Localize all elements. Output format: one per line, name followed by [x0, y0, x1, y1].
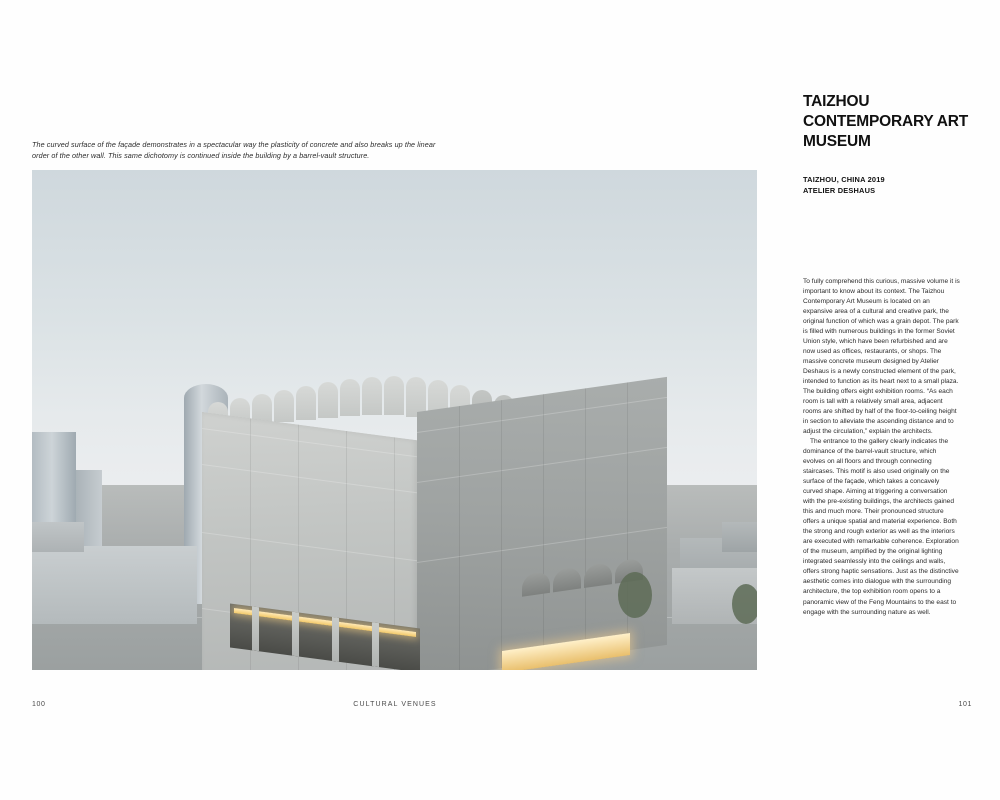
arch-recess — [522, 571, 550, 597]
background-lowrise-left — [32, 546, 197, 624]
arch-recess — [584, 562, 612, 588]
body-text — [803, 277, 960, 618]
project-location: TAIZHOU, CHINA 2019 — [803, 175, 885, 184]
tree — [618, 572, 652, 618]
right-page — [803, 0, 973, 800]
running-head: CULTURAL VENUES — [353, 701, 437, 708]
page-title: TAIZHOU CONTEMPORARY ART MUSEUM — [803, 93, 969, 150]
architecture-photograph — [32, 170, 757, 670]
photo-caption: The curved surface of the façade demonstrates in a spectacular way the plasticity of concrete and also breaks up the linear order of the other wall. This same dichotomy is continued inside the building by a barrel-vault structure. — [32, 140, 436, 160]
folio-left: 100 — [32, 701, 46, 708]
body-paragraph-1: To fully comprehend this curious, massive volume it is important to know about its context. The Taizhou Contemporary Art Museum is located on an expansive area of a cultural and creative park, the original function of which was a grain depot. The park is filled with numerous buildings in the former Soviet Union style, which have been refurbished and are now used as offices, restaurants, or shops. The massive concrete museum designed by Atelier Deshaus is a newly constructed element of the park, intended to function as its heart next to a small plaza. The building offers eight exhibition rooms. “As each room is tall with a relatively small area, adjacent rooms are shifted by half of the floor-to-ceiling height in section to alleviate the ascending distance and to adjust the circulation,” explain the architects. — [803, 278, 960, 436]
project-meta — [803, 174, 978, 196]
background-lowrise-left-2 — [32, 522, 84, 552]
folio-right: 101 — [958, 701, 972, 708]
arch-recess — [553, 566, 581, 592]
project-architect: ATELIER DESHAUS — [803, 186, 876, 196]
background-roof-right-2 — [722, 522, 757, 552]
body-paragraph-2: The entrance to the gallery clearly indicates the dominance of the barrel-vault structure, which evolves on all floors and through connecting staircases. This motif is also used originally on the surface of the façade, which takes a concavely curved shape. Aiming at triggering a conversation with the pre-existing buildings, the architects gained this and much more. Their pronounced structure offers a unique spatial and material experience. Both the strong and rough exterior as well as the interiors are executed with remarkable coherence. Exploration of the museum, amplified by the original lighting integrated seamlessly into the ceilings and walls, offers strong haptic sensations. Just as the distinctive aesthetic comes into dialogue with the surrounding architecture, the top exhibition room opens to a panoramic view of the Feng Mountains to the east to engage with the surrounding nature as well. — [803, 438, 959, 616]
facade-right — [417, 377, 667, 670]
tree — [732, 584, 757, 624]
museum-building — [202, 366, 672, 670]
